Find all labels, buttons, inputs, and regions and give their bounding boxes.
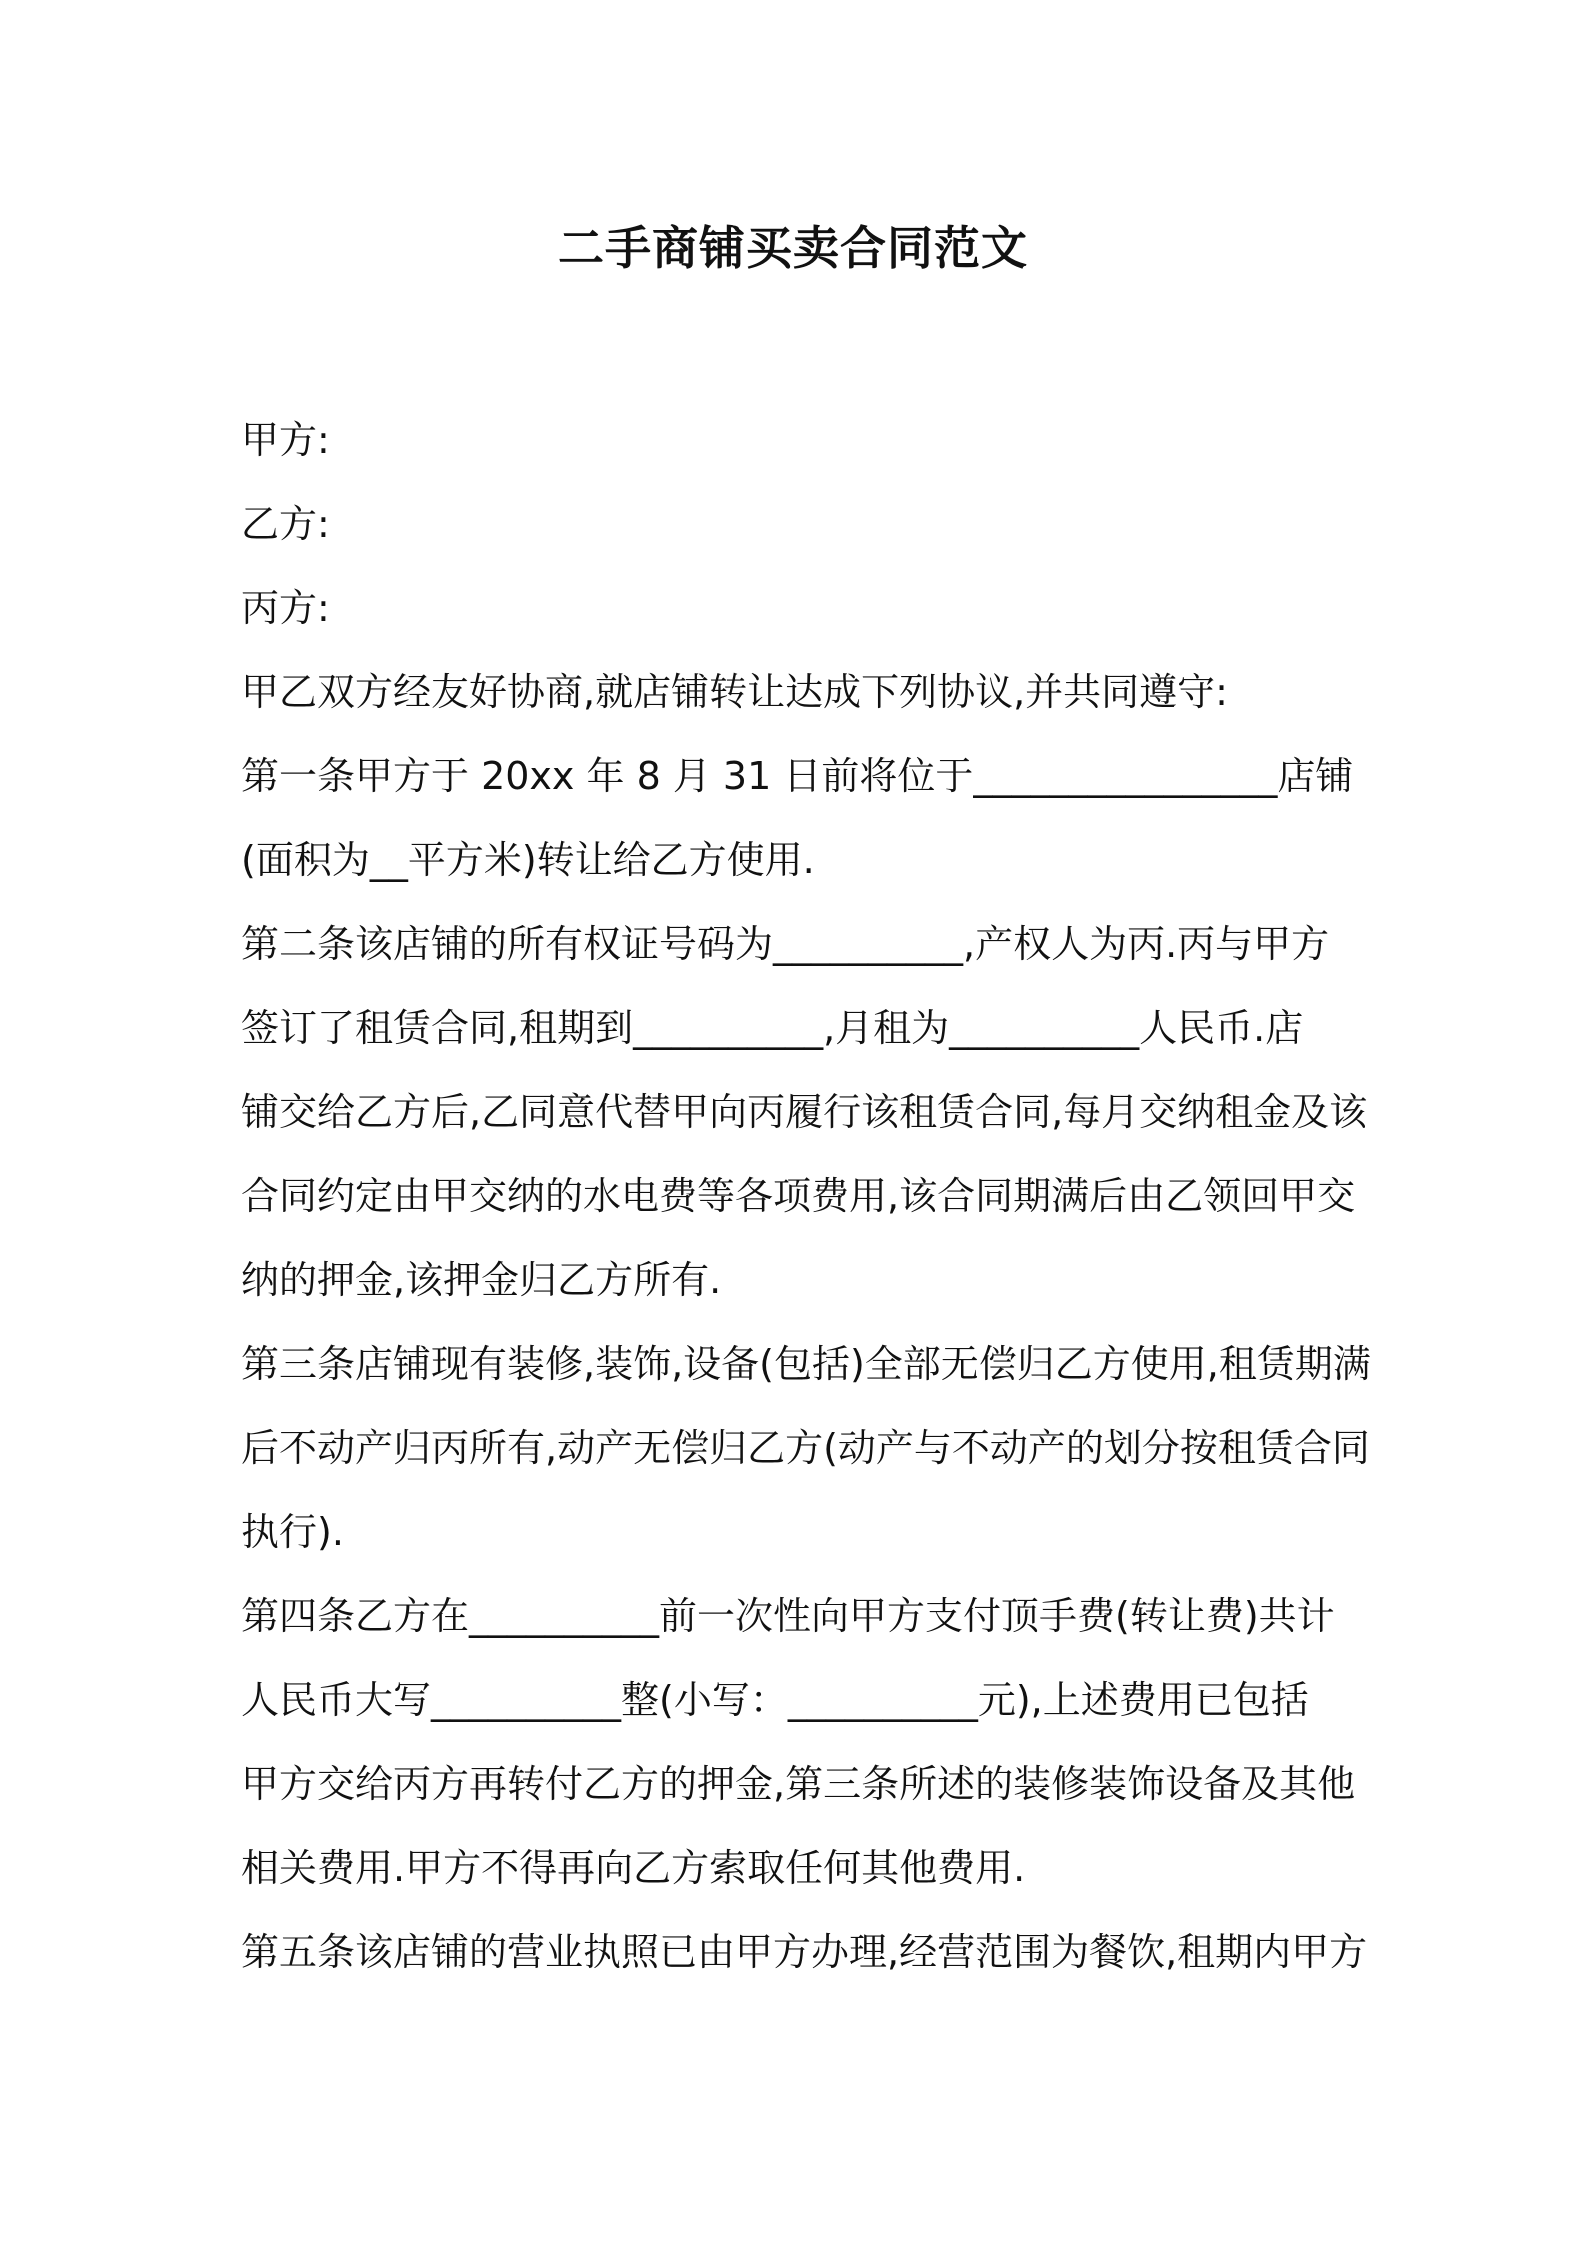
party-a-line: 甲方:: [241, 418, 330, 462]
article-2-line-5: 纳的押金,该押金归乙方所有.: [241, 1258, 722, 1302]
article-4-line-3: 甲方交给丙方再转付乙方的押金,第三条所述的装修装饰设备及其他: [241, 1762, 1356, 1806]
article-4-line-4: 相关费用.甲方不得再向乙方索取任何其他费用.: [241, 1846, 1026, 1890]
article-5-line-1: 第五条该店铺的营业执照已由甲方办理,经营范围为餐饮,租期内甲方: [241, 1930, 1368, 1974]
article-3-line-1: 第三条店铺现有装修,装饰,设备(包括)全部无偿归乙方使用,租赁期满: [241, 1342, 1371, 1386]
article-2-line-2: 签订了租赁合同,租期到__________,月租为__________人民币.店: [241, 1006, 1304, 1050]
article-1-line-1: 第一条甲方于 20xx 年 8 月 31 日前将位于________________店铺: [241, 754, 1354, 798]
article-4-line-2: 人民币大写__________整(小写：__________元),上述费用已包括: [241, 1678, 1309, 1722]
article-3-line-3: 执行).: [241, 1510, 344, 1554]
document-title: 二手商铺买卖合同范文: [558, 221, 1028, 275]
party-c-line: 丙方:: [241, 586, 330, 630]
article-2-line-3: 铺交给乙方后,乙同意代替甲向丙履行该租赁合同,每月交纳租金及该: [241, 1090, 1368, 1134]
party-b-line: 乙方:: [241, 502, 330, 546]
article-4-line-1: 第四条乙方在__________前一次性向甲方支付顶手费(转让费)共计: [241, 1594, 1335, 1638]
article-1-line-2: (面积为__平方米)转让给乙方使用.: [241, 838, 815, 882]
article-2-line-4: 合同约定由甲交纳的水电费等各项费用,该合同期满后由乙领回甲交: [241, 1174, 1356, 1218]
intro-line: 甲乙双方经友好协商,就店铺转让达成下列协议,并共同遵守:: [241, 670, 1228, 714]
article-2-line-1: 第二条该店铺的所有权证号码为__________,产权人为丙.丙与甲方: [241, 922, 1330, 966]
article-3-line-2: 后不动产归丙所有,动产无偿归乙方(动产与不动产的划分按租赁合同: [241, 1426, 1370, 1470]
document-body: [241, 398, 1371, 1994]
